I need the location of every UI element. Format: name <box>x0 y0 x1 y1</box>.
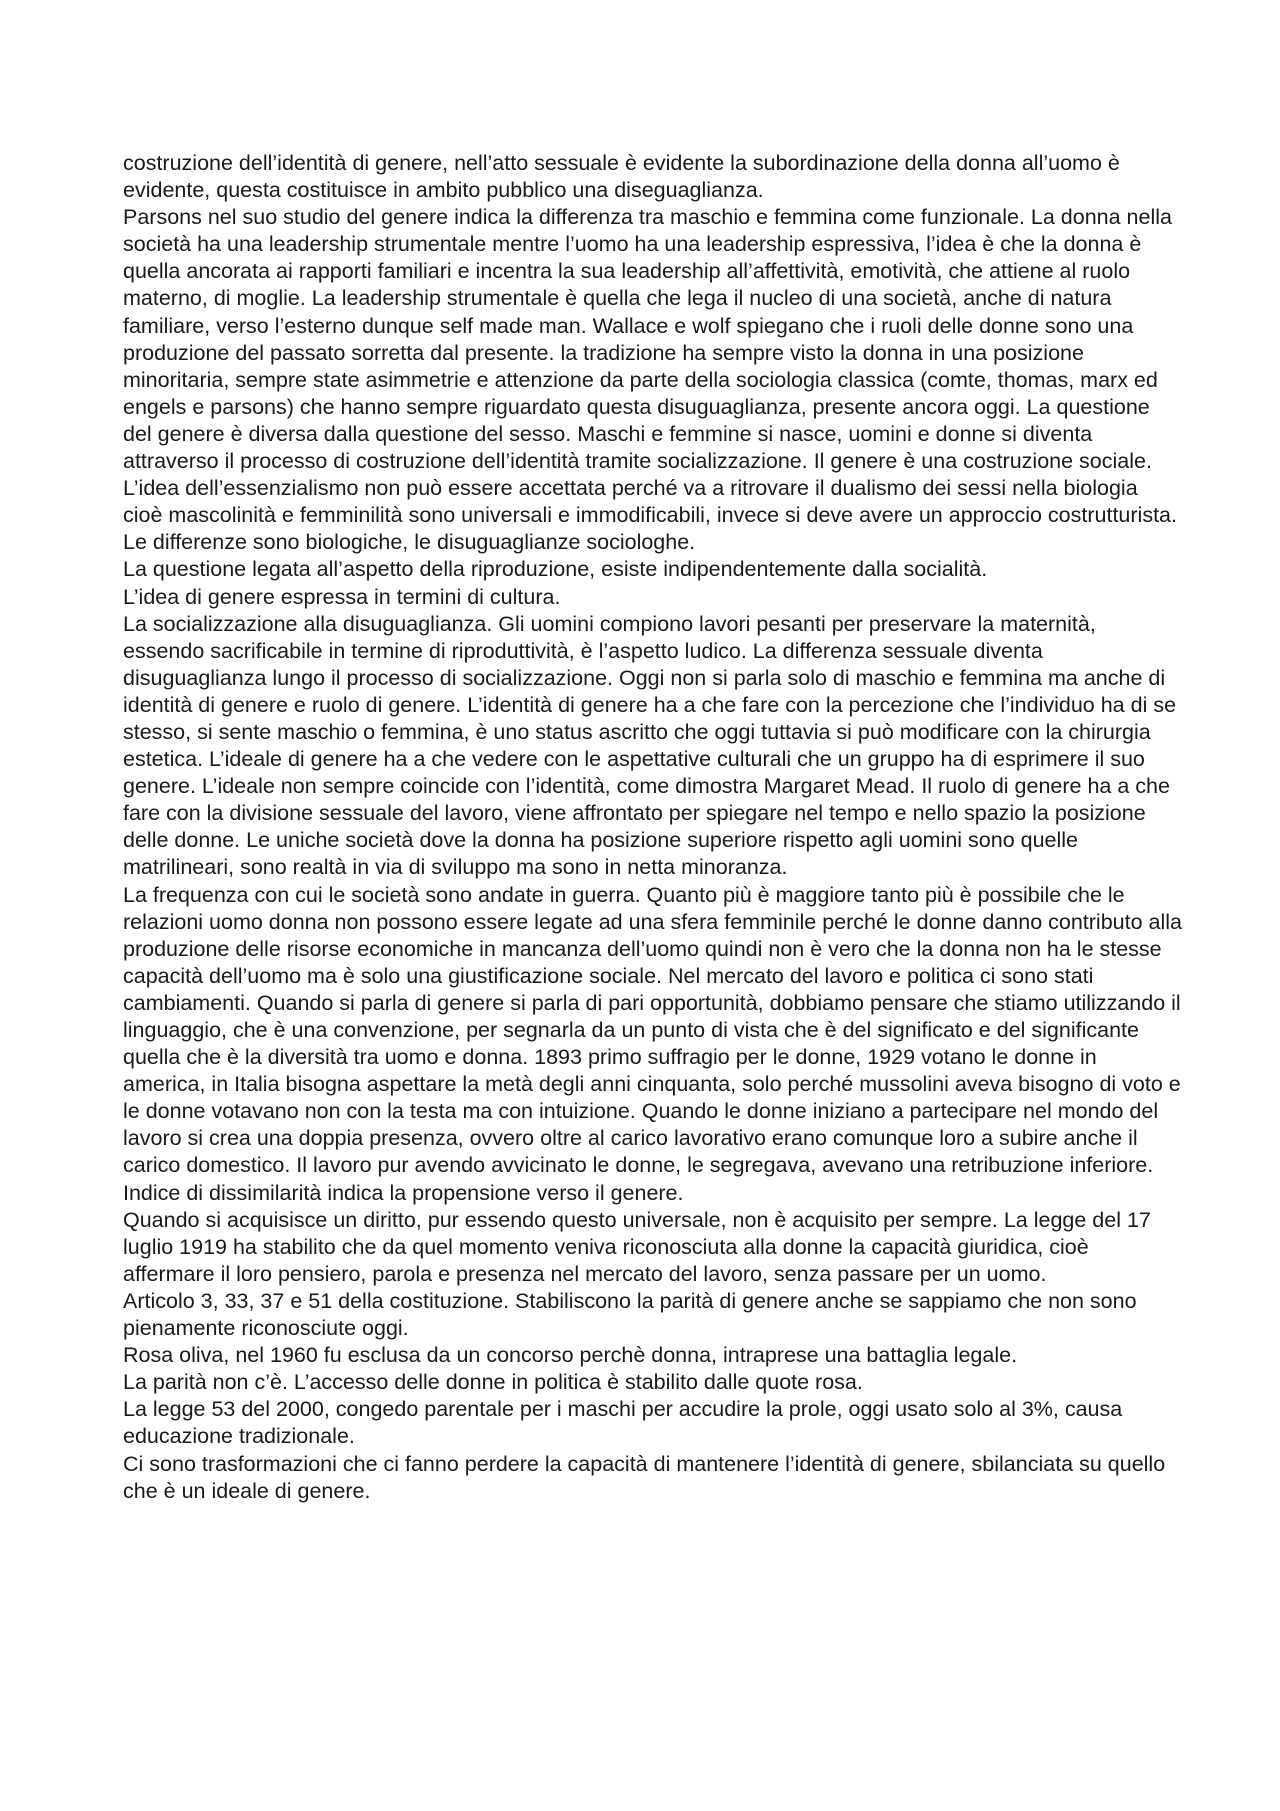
paragraph: costruzione dell’identità di genere, nell’atto sessuale è evidente la subordinazione della donna all’uomo è evidente, questa costituisce in ambito pubblico una diseguaglianza. <box>123 151 1120 203</box>
document-body <box>123 150 1183 1505</box>
paragraph: Quando si acquisisce un diritto, pur essendo questo universale, non è acquisito per sempre. La legge del 17 luglio 1919 ha stabilito che da quel momento veniva riconosciuta alla donne la capacità giuridica, cioè affermare il loro pensiero, parola e presenza nel mercato del lavoro, senza passare per un uomo. <box>123 1207 1151 1286</box>
paragraph: Le differenze sono biologiche, le disuguaglianze sociologhe. <box>123 530 696 555</box>
paragraph: La legge 53 del 2000, congedo parentale per i maschi per accudire la prole, oggi usato solo al 3%, causa educazione tradizionale. <box>123 1397 1123 1449</box>
paragraph: La parità non c’è. L’accesso delle donne in politica è stabilito dalle quote rosa. <box>123 1370 863 1395</box>
paragraph: La frequenza con cui le società sono andate in guerra. Quanto più è maggiore tanto più è possibile che le relazioni uomo donna non possono essere legate ad una sfera femminile perché le donne danno contributo alla produzione delle risorse economiche in mancanza dell’uomo quindi non è vero che la donna non ha le stesse capacità dell’uomo ma è solo una giustificazione sociale. Nel mercato del lavoro e politica ci sono stati cambiamenti. Quando si parla di genere si parla di pari opportunità, dobbiamo pensare che stiamo utilizzando il linguaggio, che è una convenzione, per segnarla da un punto di vista che è del significato e del significante quella che è la diversità tra uomo e donna. 1893 primo suffragio per le donne, 1929 votano le donne in america, in Italia bisogna aspettare la metà degli anni cinquanta, solo perché mussolini aveva bisogno di voto e le donne votavano non con la testa ma con intuizione. Quando le donne iniziano a partecipare nel mondo del lavoro si crea una doppia presenza, ovvero oltre al carico lavorativo erano comunque loro a subire anche il carico domestico. Il lavoro pur avendo avvicinato le donne, le segregava, avevano una retribuzione inferiore. Indice di dissimilarità indica la propensione verso il genere. <box>123 882 1182 1205</box>
paragraph: Rosa oliva, nel 1960 fu esclusa da un concorso perchè donna, intraprese una battaglia legale. <box>123 1343 1018 1368</box>
paragraph: Parsons nel suo studio del genere indica la differenza tra maschio e femmina come funzionale. La donna nella società ha una leadership strumentale mentre l’uomo ha una leadership espressiva, l’idea è che la donna è quella ancorata ai rapporti familiari e incentra la sua leadership all’affettività, emotività, che attiene al ruolo materno, di moglie. La leadership strumentale è quella che lega il nucleo di una società, anche di natura familiare, verso l’esterno dunque self made man. Wallace e wolf spiegano che i ruoli delle donne sono una produzione del passato sorretta dal presente. la tradizione ha sempre visto la donna in una posizione minoritaria, sempre state asimmetrie e attenzione da parte della sociologia classica (comte, thomas, marx ed engels e parsons) che hanno sempre riguardato questa disuguaglianza, presente ancora oggi. La questione del genere è diversa dalla questione del sesso. Maschi e femmine si nasce, uomini e donne si diventa attraverso il processo di costruzione dell’identità tramite socializzazione. Il genere è una costruzione sociale. L’idea dell’essenzialismo non può essere accettata perché va a ritrovare il dualismo dei sessi nella biologia cioè mascolinità e femminilità sono universali e immodificabili, invece si deve avere un approccio costrutturista. <box>123 205 1177 528</box>
paragraph: La socializzazione alla disuguaglianza. Gli uomini compiono lavori pesanti per preservare la maternità, essendo sacrificabile in termine di riproduttività, è l’aspetto ludico. La differenza sessuale diventa disuguaglianza lungo il processo di socializzazione. Oggi non si parla solo di maschio e femmina ma anche di identità di genere e ruolo di genere. L’identità di genere ha a che fare con la percezione che l’individuo ha di se stesso, si sente maschio o femmina, è uno status ascritto che oggi tuttavia si può modificare con la chirurgia estetica. L’ideale di genere ha a che vedere con le aspettative culturali che un gruppo ha di esprimere il suo genere. L’ideale non sempre coincide con l’identità, come dimostra Margaret Mead. Il ruolo di genere ha a che fare con la divisione sessuale del lavoro, viene affrontato per spiegare nel tempo e nello spazio la posizione delle donne. Le uniche società dove la donna ha posizione superiore rispetto agli uomini sono quelle matrilineari, sono realtà in via di sviluppo ma sono in netta minoranza. <box>123 611 1177 880</box>
paragraph: Articolo 3, 33, 37 e 51 della costituzione. Stabiliscono la parità di genere anche se sappiamo che non sono pienamente riconosciute oggi. <box>123 1288 1137 1341</box>
paragraph: Ci sono trasformazioni che ci fanno perdere la capacità di mantenere l’identità di genere, sbilanciata su quello che è un ideale di genere. <box>123 1451 1166 1503</box>
paragraph: La questione legata all’aspetto della riproduzione, esiste indipendentemente dalla socialità. <box>123 557 988 582</box>
paragraph: L’idea di genere espressa in termini di cultura. <box>123 584 561 609</box>
